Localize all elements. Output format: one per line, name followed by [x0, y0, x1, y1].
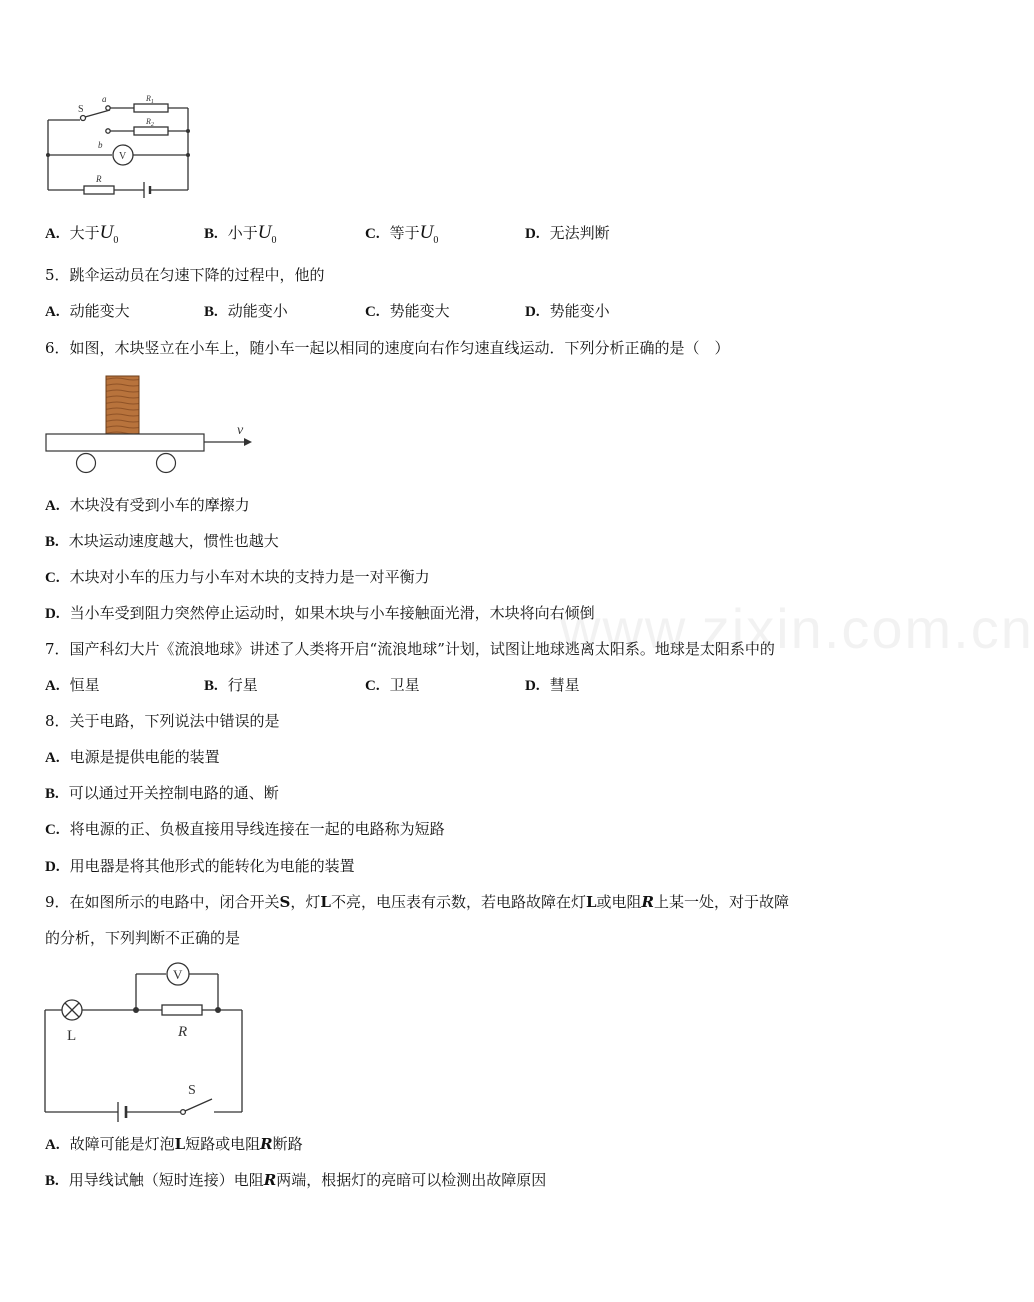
- q4-option-a[interactable]: A. 大于$U_0$: [45, 222, 119, 246]
- q5-option-c[interactable]: C. 势能变大: [365, 302, 450, 320]
- q8-option-a[interactable]: A. 电源是提供电能的装置: [45, 748, 220, 766]
- q4-option-c[interactable]: C. 等于$U_0$: [365, 222, 439, 246]
- q7-option-b[interactable]: B. 行星: [204, 676, 258, 694]
- q4-label-s: S: [78, 104, 84, 115]
- q6-cart-figure: [40, 370, 260, 480]
- cart-body: [46, 434, 204, 451]
- q6-option-c[interactable]: C. 木块对小车的压力与小车对木块的支持力是一对平衡力: [45, 568, 430, 586]
- u0-symbol: $U_0$: [99, 222, 119, 246]
- q9-stem-line2: 的分析，下列判断不正确的是: [45, 929, 241, 947]
- q9-label-s: S: [188, 1083, 196, 1098]
- q8-stem: 8．关于电路，下列说法中错误的是: [45, 712, 280, 730]
- q9-option-b[interactable]: B. 用导线试触（短时连接）电阻R两端，根据灯的亮暗可以检测出故障原因: [45, 1171, 547, 1189]
- q5-stem: 5．跳伞运动员在匀速下降的过程中，他的: [45, 266, 325, 284]
- q8-option-d[interactable]: D. 用电器是将其他形式的能转化为电能的装置: [45, 857, 355, 875]
- q6-stem: 6．如图，木块竖立在小车上，随小车一起以相同的速度向右作匀速直线运动．下列分析正确的是（ ）: [45, 339, 730, 357]
- q6-option-d[interactable]: D. 当小车受到阻力突然停止运动时，如果木块与小车接触面光滑，木块将向右倾倒: [45, 604, 595, 622]
- u0-symbol: $U_0$: [419, 222, 439, 246]
- q8-option-c[interactable]: C. 将电源的正、负极直接用导线连接在一起的电路称为短路: [45, 820, 445, 838]
- watermark: www.zixin.com.cn: [560, 597, 1034, 660]
- velocity-label: v: [237, 423, 244, 438]
- q6-option-a[interactable]: A. 木块没有受到小车的摩擦力: [45, 496, 250, 514]
- q7-option-a[interactable]: A. 恒星: [45, 676, 100, 694]
- q9-label-r: R: [178, 1024, 188, 1040]
- q4-label-a: a: [102, 94, 107, 104]
- q4-option-d[interactable]: D. 无法判断: [525, 224, 610, 242]
- arrow-head-icon: [244, 438, 252, 446]
- q9-circuit-figure: [38, 958, 250, 1118]
- q9-label-l: L: [67, 1028, 77, 1044]
- q9-label-v: V: [173, 967, 183, 982]
- q4-option-b[interactable]: B. 小于$U_0$: [204, 222, 277, 246]
- wood-block: [106, 376, 139, 434]
- q4-label-b: b: [98, 140, 103, 150]
- q7-option-d[interactable]: D. 彗星: [525, 676, 580, 694]
- q8-option-b[interactable]: B. 可以通过开关控制电路的通、断: [45, 784, 279, 802]
- q5-option-a[interactable]: A. 动能变大: [45, 302, 130, 320]
- q7-stem: 7．国产科幻大片《流浪地球》讲述了人类将开启“流浪地球”计划，试图让地球逃离太阳系。地球是太阳系中的: [45, 640, 775, 658]
- q7-option-c[interactable]: C. 卫星: [365, 676, 420, 694]
- q4-label-v: V: [119, 151, 127, 162]
- cart-wheel-right: [157, 454, 176, 473]
- q4-label-r: R: [96, 174, 102, 184]
- q4-label-r2: $R_2$: [146, 117, 154, 128]
- q5-option-d[interactable]: D. 势能变小: [525, 302, 610, 320]
- u0-symbol: $U_0$: [257, 222, 277, 246]
- q4-circuit-figure: [40, 90, 200, 202]
- q5-option-b[interactable]: B. 动能变小: [204, 302, 288, 320]
- q4-label-r1: $R_1$: [146, 94, 154, 105]
- cart-wheel-left: [77, 454, 96, 473]
- q6-option-b[interactable]: B. 木块运动速度越大，惯性也越大: [45, 532, 279, 550]
- q9-option-a[interactable]: A. 故障可能是灯泡L短路或电阻R断路: [45, 1135, 303, 1153]
- q9-stem-line1: 9．在如图所示的电路中，闭合开关S，灯L不亮，电压表有示数，若电路故障在灯L或电阻R上某一处，对于故障: [45, 893, 790, 911]
